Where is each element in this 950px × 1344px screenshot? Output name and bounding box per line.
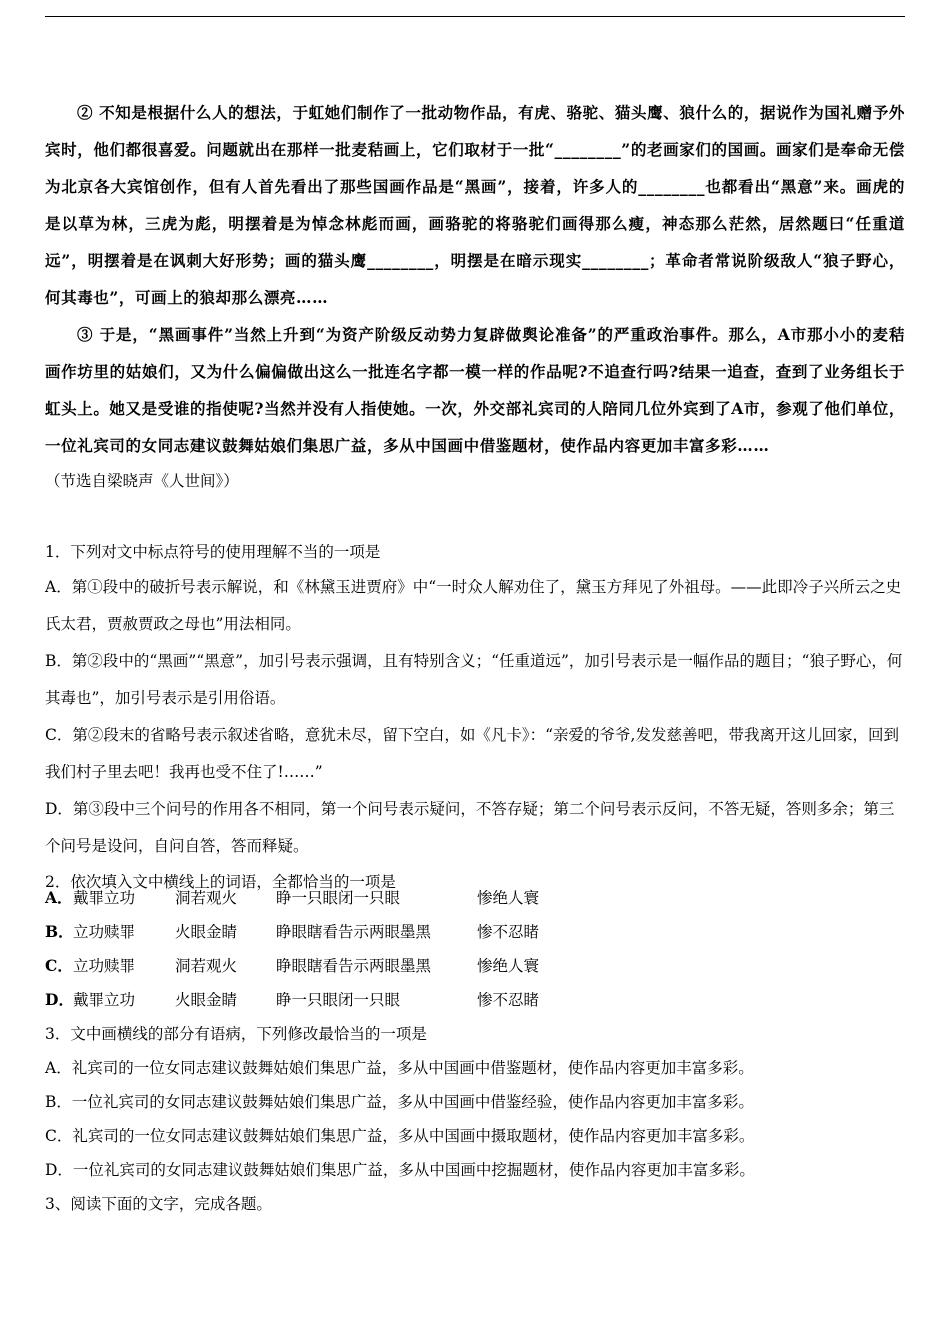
question-3-stem: 3．文中画横线的部分有语病，下列修改最恰当的一项是 (45, 1025, 427, 1043)
option-word-4: 惨绝人寰 (477, 957, 540, 975)
option-label: B． (45, 922, 74, 941)
passage-source: （节选自梁晓声《人世间》） (45, 472, 239, 490)
paragraph-3: ③ 于是，“黑画事件”当然上升到“为资产阶级反动势力复辟做舆论准备”的严重政治事件。那么，A市那小小的麦秸画作坊里的姑娘们，又为什么偏偏做出这么一批连名字都一模一样的作品呢?不追查行吗?结果一追查，查到了业务组长于虹头上。她又是受谁的指使呢?当然并没有人指使她。一次，外交部礼宾司的人陪同几位外宾到了A市，参观了他们单位，一位礼宾司的女同志建议鼓舞姑娘们集思广益，多从中国画中借鉴题材，使作品内容更加丰富多彩…… (45, 325, 905, 455)
option-word-2: 洞若观火 (175, 889, 238, 907)
header-rule (45, 16, 905, 17)
question-3-option-c: C．礼宾司的一位女同志建议鼓舞姑娘们集思广益，多从中国画中摄取题材，使作品内容更加丰富多彩。 (45, 1127, 755, 1145)
option-word-3: 睁眼瞎看告示两眼墨黑 (276, 957, 432, 975)
option-word-1: 立功赎罪 (73, 923, 136, 941)
paragraph-2: ② 不知是根据什么人的想法，于虹她们制作了一批动物作品，有虎、骆驼、猫头鹰、狼什么的，据说作为国礼赠予外宾时，他们都很喜爱。问题就出在那样一批麦秸画上，它们取材于一批“________”的老画家们的国画。画家们是奉命无偿为北京各大宾馆创作，但有人首先看出了那些国画作品是“黑画”，接着，许多人的________也都看出“黑意”来。画虎的是以草为林，三虎为彪，明摆着是为悼念林彪而画，画骆驼的将骆驼们画得那么瘦，神态那么茫然，居然题曰“任重道远”，明摆着是在讽刺大好形势；画的猫头鹰________，明摆是在暗示现实________；革命者常说阶级敌人“狼子野心，何其毒也”，可画上的狼却那么漂亮…… (45, 103, 905, 307)
option-word-1: 立功赎罪 (73, 957, 136, 975)
option-word-1: 戴罪立功 (73, 889, 136, 907)
reading-passage (45, 94, 905, 498)
question-1-option-b: B．第②段中的“黑画”“黑意”，加引号表示强调，且有特别含义；“任重道远”，加引号表示是一幅作品的题目；“狼子野心，何其毒也”，加引号表示是引用俗语。 (45, 652, 903, 707)
question-3-block (45, 1017, 905, 1221)
question-2-stem: 2．依次填入文中横线上的词语，全都恰当的一项是 (45, 873, 396, 891)
question-list (45, 535, 905, 899)
option-word-2: 火眼金睛 (175, 991, 238, 1009)
option-word-2: 火眼金睛 (175, 923, 238, 941)
question-1-option-a: A．第①段中的破折号表示解说，和《林黛玉进贾府》中“一时众人解劝住了，黛玉方拜见了外祖母。——此即冷子兴所云之史氏太君，贾赦贾政之母也”用法相同。 (45, 578, 902, 633)
option-word-3: 睁一只眼闭一只眼 (276, 889, 401, 907)
option-word-4: 惨绝人寰 (477, 889, 540, 907)
option-label: A． (45, 888, 73, 907)
option-word-3: 睁一只眼闭一只眼 (276, 991, 401, 1009)
option-word-3: 睁眼瞎看告示两眼墨黑 (276, 923, 432, 941)
option-word-1: 戴罪立功 (73, 991, 136, 1009)
question-3-option-b: B．一位礼宾司的女同志建议鼓舞姑娘们集思广益，多从中国画中借鉴经验，使作品内容更加丰富多彩。 (45, 1093, 754, 1111)
option-word-4: 惨不忍睹 (477, 991, 540, 1009)
question-1-stem: 1．下列对文中标点符号的使用理解不当的一项是 (45, 543, 381, 561)
next-section-heading: 3、阅读下面的文字，完成各题。 (45, 1195, 272, 1213)
question-3-option-d: D．一位礼宾司的女同志建议鼓舞姑娘们集思广益，多从中国画中挖掘题材，使作品内容更加丰富多彩。 (45, 1161, 755, 1179)
option-word-4: 惨不忍睹 (477, 923, 540, 941)
option-label: D． (45, 990, 74, 1009)
option-word-2: 洞若观火 (175, 957, 238, 975)
option-label: C． (45, 956, 73, 975)
question-1-option-c: C．第②段末的省略号表示叙述省略，意犹未尽，留下空白，如《凡卡》：“亲爱的爷爷,发发慈善吧，带我离开这儿回家，回到我们村子里去吧！我再也受不住了!……” (45, 726, 899, 781)
question-1-option-d: D．第③段中三个问号的作用各不相同，第一个问号表示疑问，不答存疑；第二个问号表示反问，不答无疑，答则多余；第三个问号是设问，自问自答，答而释疑。 (45, 800, 895, 855)
question-3-option-a: A．礼宾司的一位女同志建议鼓舞姑娘们集思广益，多从中国画中借鉴题材，使作品内容更加丰富多彩。 (45, 1059, 754, 1077)
